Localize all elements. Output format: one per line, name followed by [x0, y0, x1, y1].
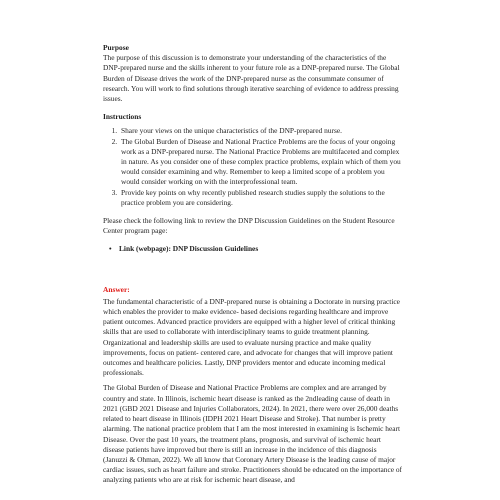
purpose-heading: Purpose: [103, 43, 129, 52]
answer-heading: Answer:: [103, 284, 130, 294]
purpose-text: The purpose of this discussion is to demonstrate your understanding of the characteristics of the DNP-prepared nurse and the skills inherent to your future role as a DNP-prepared nurse. The Global Burden of Disease drives the work of the DNP-prepared nurse as the consummate consumer of research. You will work to find solutions through iterative searching of evidence to address pressing issues.: [103, 53, 400, 104]
instructions-heading: Instructions: [103, 112, 142, 122]
instructions-list: [103, 126, 403, 208]
link-list: [103, 244, 403, 254]
answer-paragraph: The fundamental characteristic of a DNP-prepared nurse is obtaining a Doctorate in nursing practice which enables the provider to make evidence- based decisions regarding healthcare and improve patient outcomes. Advanced practice providers are equipped with a higher level of critical thinking skills that are used to collaborate with interdisciplinary teams to guide treatment planning. Organizational and leadership skills are used to evaluate nursing practice and make quality improvements, focus on patient- centered care, and advocate for changes that will improve patient outcomes and healthcare policies. Lastly, DNP providers mentor and educate incoming medical professionals.: [103, 296, 400, 378]
answer-paragraph: The Global Burden of Disease and National Practice Problems are complex and are arranged by country and state. In Illinois, ischemic heart disease is ranked as the 2ndleading cause of death in 2021 (GBD 2021 Disease and Injuries Collaborators, 2024). In 2021, there were over 26,000 deaths related to heart disease in Illinois (IDPH 2021 Heart Disease and Stroke). That number is pretty alarming. The national practice problem that I am the most interested in examining is Ischemic heart Disease. Over the past 10 years, the treatment plans, prognosis, and survival of ischemic heart disease patients have improved but there is still an increase in the incidence of this diagnosis (Januzzi & Ohman, 2022). We all know that Coronary Artery Disease is the leading cause of major cardiac issues, such as heart failure and stroke. Practitioners should be educated on the importance of analyzing patients who are at risk for ischemic heart disease, and: [103, 383, 403, 485]
guidelines-link-item: [109, 244, 403, 254]
guidelines-check-text: Please check the following link to review the DNP Discussion Guidelines on the Student Resource Center program page:: [103, 216, 395, 236]
instruction-item: 3. Provide key points on why recently published research studies supply the solutions to the practice problem you are considering.: [119, 188, 403, 208]
instruction-item: 2. The Global Burden of Disease and National Practice Problems are the focus of your ongoing work as a DNP-prepared nurse. The National Practice Problems are multifaceted and complex in nature. As you consider one of these complex practice problems, explain which of them you would consider examining and why. Remember to keep a limited scope of a problem you would consider working on with the interprofessional team.: [119, 137, 403, 188]
document-page: [103, 43, 403, 486]
bullet-icon: •: [109, 244, 112, 254]
guidelines-link[interactable]: Link (webpage): DNP Discussion Guidelines: [119, 244, 259, 254]
instruction-item: 1. Share your views on the unique characteristics of the DNP-prepared nurse.: [119, 126, 403, 136]
